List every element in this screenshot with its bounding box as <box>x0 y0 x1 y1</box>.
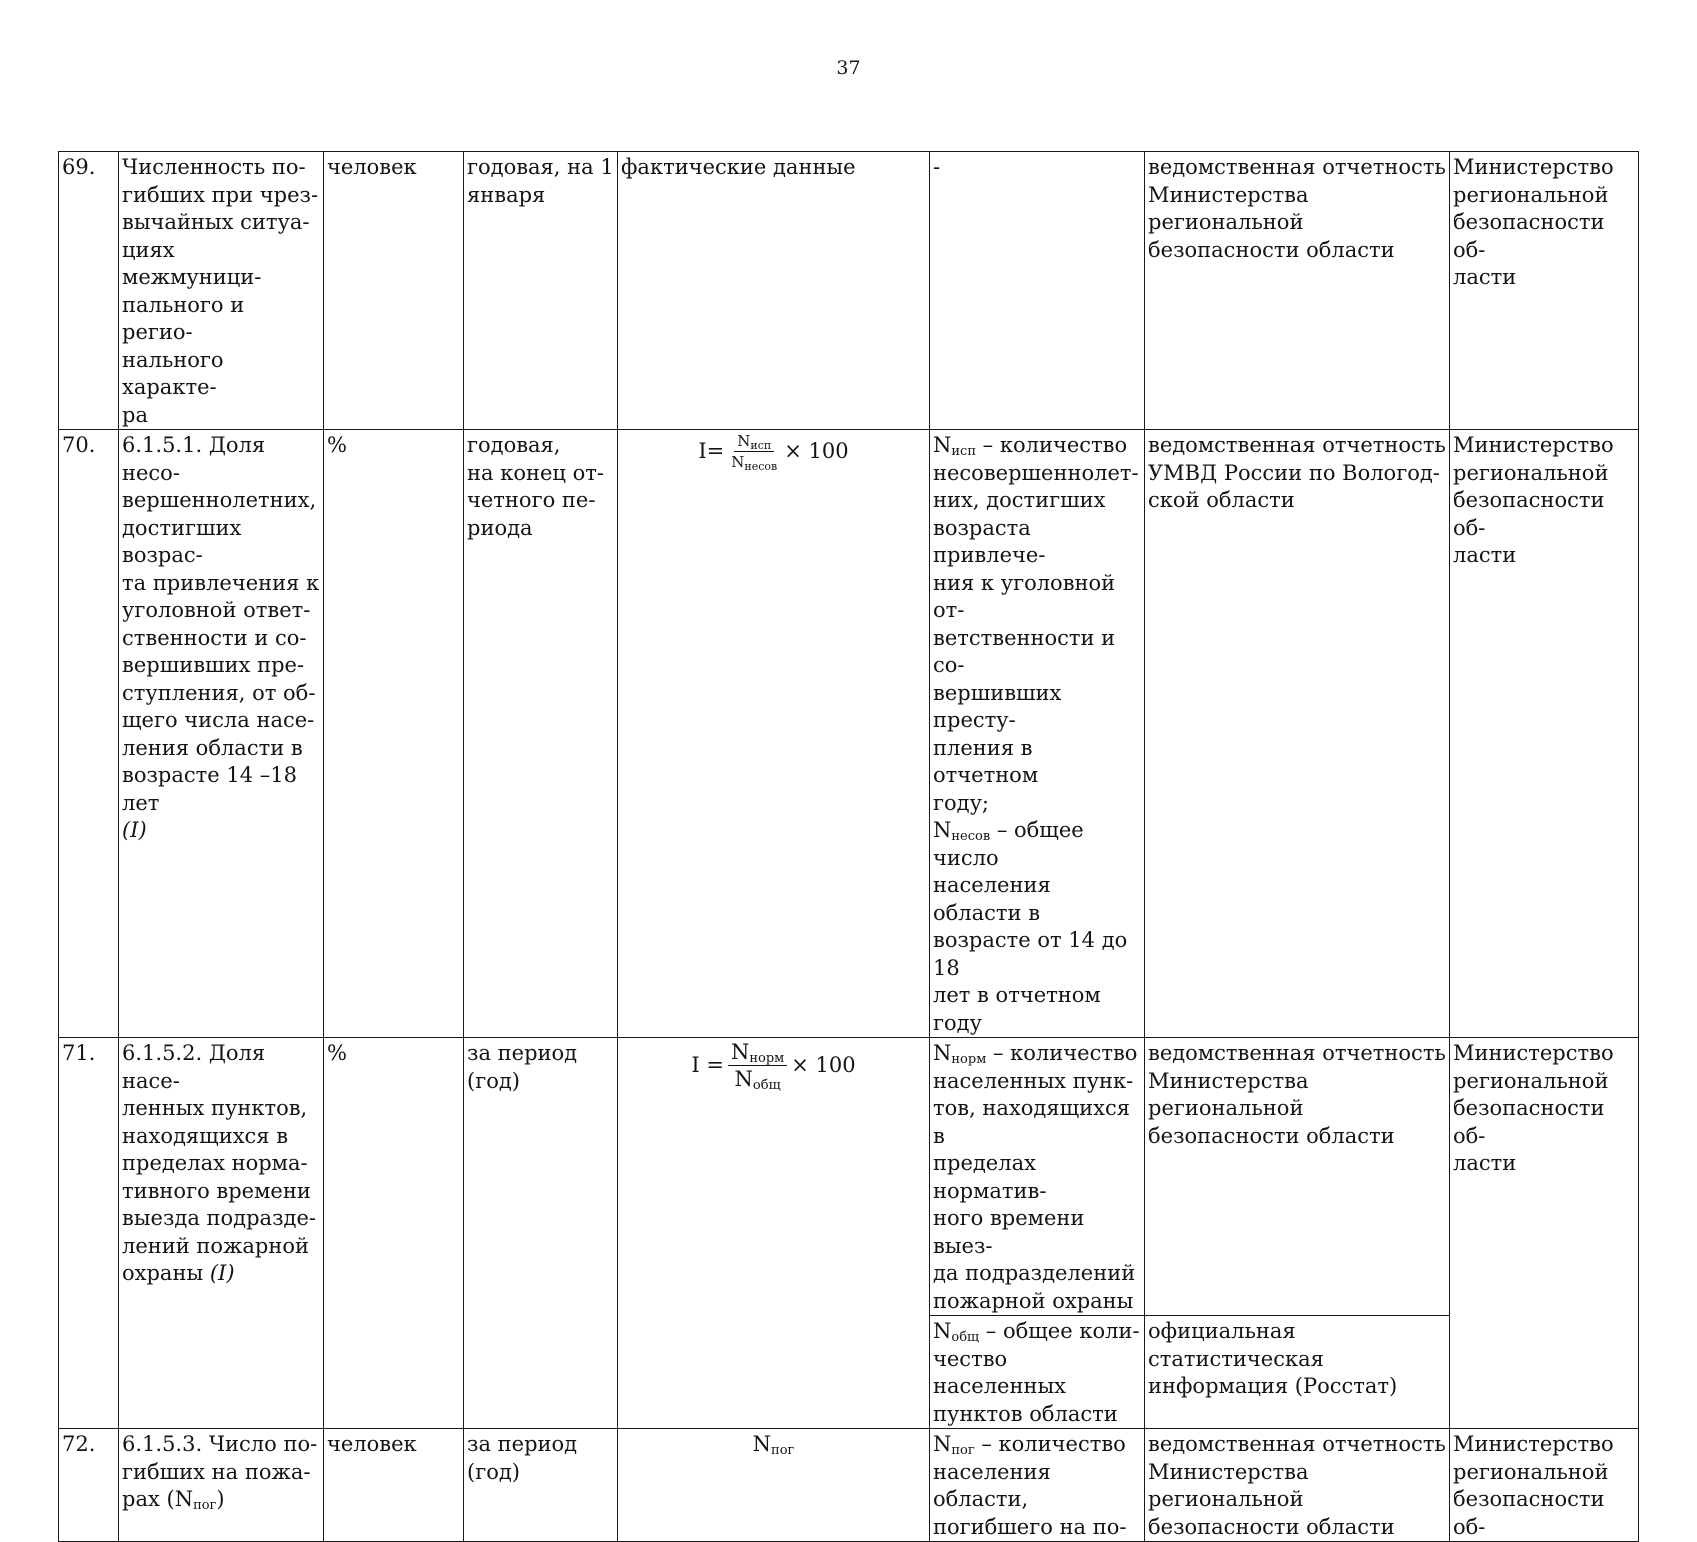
variable-definition <box>933 818 1127 1035</box>
responsible-cell: Министерство региональной безопасности об- ласти <box>1450 1038 1639 1429</box>
source-cell: ведомственная отчетность Министерства региональной безопасности области <box>1145 152 1450 430</box>
indicators-table <box>58 151 1639 1542</box>
row-number: 71. <box>59 1038 119 1429</box>
indicators-cell <box>930 1429 1145 1542</box>
indicator-name: Численность по- гибших при чрез- вычайных ситуа- циях межмуници- пального и регио- нального характе- ра <box>119 152 324 430</box>
page-number: 37 <box>836 57 861 79</box>
table-row <box>59 430 1639 1038</box>
source-cell: ведомственная отчетность Министерства региональной безопасности области <box>1145 1038 1450 1316</box>
indicator-name-text: 6.1.5.3. Число по- гибших на пожа- рах ( <box>122 1432 318 1511</box>
variable-description: – общее число населения области в возрасте от 14 до 18 лет в отчетном году <box>933 818 1128 1035</box>
indicator-variable: (I) <box>122 818 147 842</box>
variable-subscript: несов <box>951 829 991 844</box>
variable-subscript: исп <box>951 444 976 459</box>
variable-subscript: норм <box>951 1052 987 1067</box>
formula-cell <box>618 1429 930 1542</box>
source-cell: официальная статистическая информация (Росстат) <box>1145 1316 1450 1429</box>
variable-definition <box>933 433 1139 815</box>
indicators-cell <box>930 1316 1145 1429</box>
source-cell: ведомственная отчетность Министерства региональной безопасности области <box>1145 1429 1450 1542</box>
responsible-cell: Министерство региональной безопасности об- <box>1450 1429 1639 1542</box>
denominator-subscript: несов <box>744 460 778 473</box>
numerator-symbol: N <box>737 432 751 450</box>
period-cell: за период (год) <box>464 1429 618 1542</box>
variable-description: – количество населенных пунк- тов, находящихся в пределах норматив- ного времени выез- да подразделений пожарной охраны <box>933 1041 1138 1313</box>
indicator-name <box>119 430 324 1038</box>
numerator-symbol: N <box>730 1040 750 1064</box>
indicators-cell <box>930 430 1145 1038</box>
unit-cell: % <box>324 430 464 1038</box>
formula <box>698 432 849 473</box>
formula-lhs: I= <box>698 439 725 464</box>
responsible-cell: Министерство региональной безопасности об- ласти <box>1450 430 1639 1038</box>
table-row <box>59 152 1639 430</box>
indicator-name <box>119 1429 324 1542</box>
variable-description: – общее коли- чество населенных пунктов области <box>933 1319 1140 1426</box>
variable-symbol: N <box>174 1487 194 1511</box>
formula-multiplier: × 100 <box>784 439 849 464</box>
indicators-cell: - <box>930 152 1145 430</box>
formula-fraction <box>728 432 780 473</box>
formula <box>691 1040 856 1093</box>
variable-symbol: N <box>933 1319 952 1343</box>
formula-subscript: пог <box>771 1443 795 1458</box>
denominator-symbol: N <box>731 453 745 471</box>
formula-denominator <box>728 452 780 473</box>
variable-subscript: общ <box>951 1330 980 1345</box>
formula-symbol: N <box>752 1432 772 1456</box>
formula-cell <box>618 1038 930 1429</box>
table-row <box>59 1429 1639 1542</box>
formula-lhs: I = <box>691 1053 724 1078</box>
source-cell: ведомственная отчетность УМВД России по Вологод- ской области <box>1145 430 1450 1038</box>
formula-multiplier: × 100 <box>791 1053 856 1078</box>
indicator-name <box>119 1038 324 1429</box>
denominator-subscript: общ <box>752 1078 781 1093</box>
period-cell: годовая, на конец от- четного пе- риода <box>464 430 618 1038</box>
variable-description: – количество населения области, погибшего на по- <box>933 1432 1127 1539</box>
variable-symbol: N <box>933 818 952 842</box>
period-cell: годовая, на 1 января <box>464 152 618 430</box>
closing-paren: ) <box>216 1487 225 1511</box>
responsible-cell: Министерство региональной безопасности об- ласти <box>1450 152 1639 430</box>
row-number: 72. <box>59 1429 119 1542</box>
variable-subscript: пог <box>951 1443 975 1458</box>
formula-cell <box>618 430 930 1038</box>
row-number: 70. <box>59 430 119 1038</box>
variable-symbol: N <box>933 1041 952 1065</box>
formula-numerator <box>728 1042 787 1066</box>
formula-fraction <box>728 1040 787 1093</box>
numerator-subscript: норм <box>749 1051 785 1066</box>
indicator-name-text: 6.1.5.1. Доля несо- вершеннолетних, достигших возрас- та привлечения к уголовной ответ- ственности и со- вершивших пре- ступления, от об- щего числа насе- ления области в возрасте 14 –18 лет <box>122 433 320 815</box>
table-row <box>59 1038 1639 1316</box>
numerator-subscript: исп <box>750 439 772 452</box>
indicator-name-text: 6.1.5.2. Доля насе- ленных пунктов, находящихся в пределах норма- тивного времени выезда подразде- лений пожарной охраны <box>122 1041 316 1285</box>
formula-numerator <box>734 434 774 452</box>
indicators-cell <box>930 1038 1145 1316</box>
variable-description: – количество несовершеннолет- них, достигших возраста привлече- ния к уголовной от- ветственности и со- вершивших престу- пления в отчетном году; <box>933 433 1139 815</box>
unit-cell: человек <box>324 152 464 430</box>
variable-symbol: N <box>933 433 952 457</box>
unit-cell: человек <box>324 1429 464 1542</box>
denominator-symbol: N <box>734 1067 753 1091</box>
row-number: 69. <box>59 152 119 430</box>
period-cell: за период (год) <box>464 1038 618 1429</box>
variable-subscript: пог <box>193 1498 217 1513</box>
method-cell: фактические данные <box>618 152 930 430</box>
indicator-variable: (I) <box>209 1261 235 1285</box>
variable-symbol: N <box>933 1432 952 1456</box>
formula-denominator <box>732 1066 784 1093</box>
unit-cell: % <box>324 1038 464 1429</box>
